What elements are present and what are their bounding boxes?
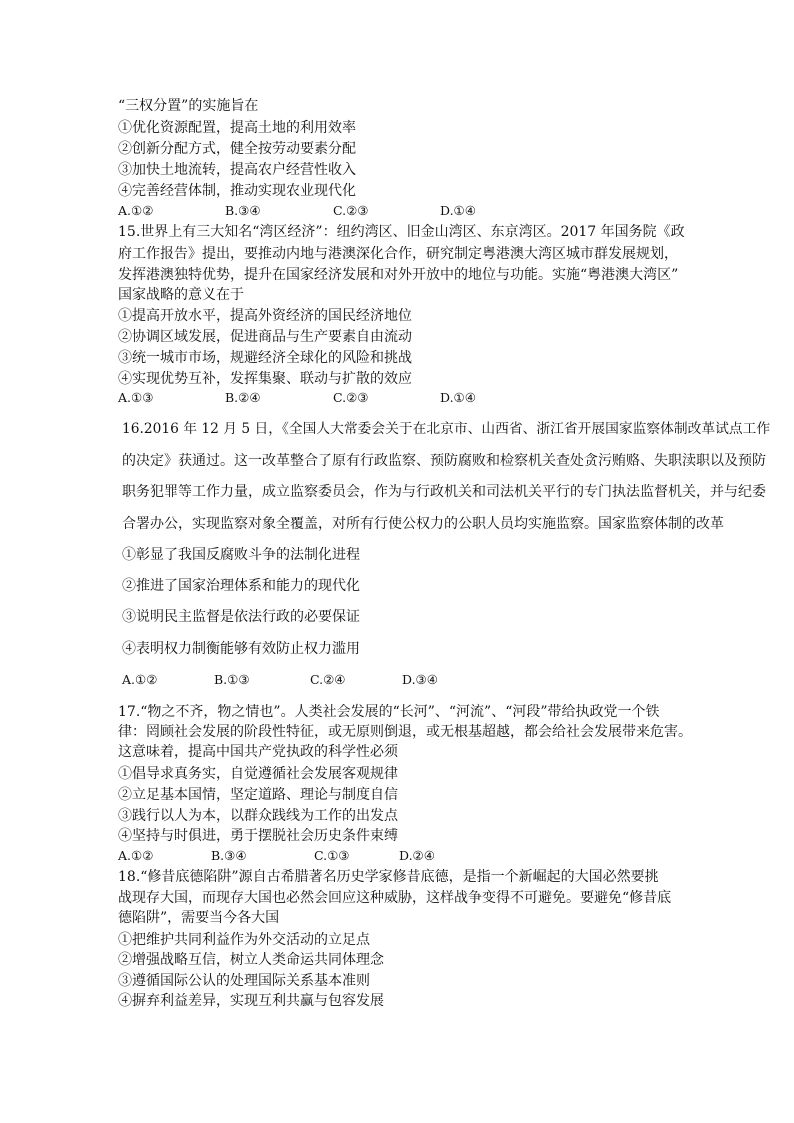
- option-b: B.①③: [214, 672, 250, 687]
- choice-3: ③践行以人为本，以群众践线为工作的出发点: [118, 808, 398, 824]
- option-d: D.③④: [402, 672, 438, 687]
- choice-1: ①提高开放水平，提高外资经济的国民经济地位: [118, 308, 412, 324]
- choice-4: ④摒弃利益差异，实现互利共赢与包容发展: [118, 993, 384, 1009]
- question-stem: 府工作报告》提出，要推动内地与港澳深化合作，研究制定粤港澳大湾区城市群发展规划，: [118, 246, 678, 262]
- choice-3: ③说明民主监督是依法行政的必要保证: [122, 609, 360, 625]
- question-stem: 律：罔顾社会发展的阶段性特征，或无原则倒退，或无根基超越，都会给社会发展带来危害。: [118, 724, 692, 740]
- option-b: B.②④: [225, 390, 261, 405]
- option-c: C.②④: [310, 672, 346, 687]
- choice-3: ③统一城市市场，规避经济全球化的风险和挑战: [118, 350, 412, 366]
- choice-1: ①把维护共同利益作为外交活动的立足点: [118, 932, 370, 948]
- question-stem: 战现存大国，而现存大国也必然会回应这种威胁，这样战争变得不可避免。要避免“修昔底: [118, 890, 672, 906]
- option-d: D.①④: [440, 390, 476, 405]
- option-c: C.①③: [314, 848, 350, 863]
- choice-1: ①彰显了我国反腐败斗争的法制化进程: [122, 547, 360, 563]
- choice-4: ④实现优势互补，发挥集聚、联动与扩散的效应: [118, 371, 412, 387]
- choice-4: ④表明权力制衡能够有效防止权力滥用: [122, 641, 360, 657]
- question-stem: 17.“物之不齐，物之情也”。人类社会发展的“长河”、“河流”、“河段”带给执政党一个铁: [118, 704, 660, 720]
- choice-4: ④坚持与时俱进，勇于摆脱社会历史条件束缚: [118, 828, 398, 844]
- option-a: A.①③: [118, 390, 154, 405]
- choice-3: ③遵循国际公认的处理国际关系基本准则: [118, 973, 370, 989]
- option-a: A.①②: [122, 672, 158, 687]
- option-d: D.①④: [440, 203, 476, 218]
- choice-1: ①优化资源配置，提高土地的利用效率: [118, 120, 356, 136]
- question-stem: “三权分置”的实施旨在: [118, 98, 259, 114]
- option-a: A.①②: [118, 848, 154, 863]
- option-b: B.③④: [211, 848, 247, 863]
- question-stem: 合署办公，实现监察对象全覆盖，对所有行使公权力的公职人员均实施监察。国家监察体制的改革: [122, 516, 724, 532]
- choice-2: ②立足基本国情，坚定道路、理论与制度自信: [118, 787, 398, 803]
- question-stem: 18.“修昔底德陷阱”源自古希腊著名历史学家修昔底德，是指一个新崛起的大国必然要挑: [118, 869, 659, 885]
- choice-2: ②增强战略互信，树立人类命运共同体理念: [118, 952, 384, 968]
- question-stem: 国家战略的意义在于: [118, 287, 244, 303]
- option-c: C.②③: [333, 203, 369, 218]
- question-stem: 的决定》获通过。这一改革整合了原有行政监察、预防腐败和检察机关查处贪污贿赂、失职渎职以及预防: [122, 453, 766, 469]
- question-stem: 15.世界上有三大知名“湾区经济”：纽约湾区、旧金山湾区、东京湾区。2017 年国务院《政: [118, 224, 685, 240]
- choice-3: ③加快土地流转，提高农户经营性收入: [118, 162, 356, 178]
- question-stem: 德陷阱”，需要当今各大国: [118, 910, 280, 926]
- choice-2: ②创新分配方式，健全按劳动要素分配: [118, 141, 356, 157]
- choice-2: ②推进了国家治理体系和能力的现代化: [122, 578, 360, 594]
- option-b: B.③④: [225, 203, 261, 218]
- question-stem: 16.2016 年 12 月 5 日，《全国人大常委会关于在北京市、山西省、浙江省开展国家监察体制改革试点工作: [122, 421, 771, 437]
- choice-2: ②协调区域发展，促进商品与生产要素自由流动: [118, 329, 412, 345]
- question-stem: 发挥港澳独特优势，提升在国家经济发展和对外开放中的地位与功能。实施“粤港澳大湾区”: [118, 267, 679, 283]
- question-stem: 这意味着，提高中国共产党执政的科学性必须: [118, 744, 398, 760]
- option-a: A.①②: [118, 203, 154, 218]
- option-d: D.②④: [399, 848, 435, 863]
- choice-1: ①倡导求真务实，自觉遵循社会发展客观规律: [118, 766, 398, 782]
- question-stem: 职务犯罪等工作力量，成立监察委员会，作为与行政机关和司法机关平行的专门执法监督机关，并与纪委: [122, 484, 766, 500]
- option-c: C.②③: [333, 390, 369, 405]
- choice-4: ④完善经营体制，推动实现农业现代化: [118, 183, 356, 199]
